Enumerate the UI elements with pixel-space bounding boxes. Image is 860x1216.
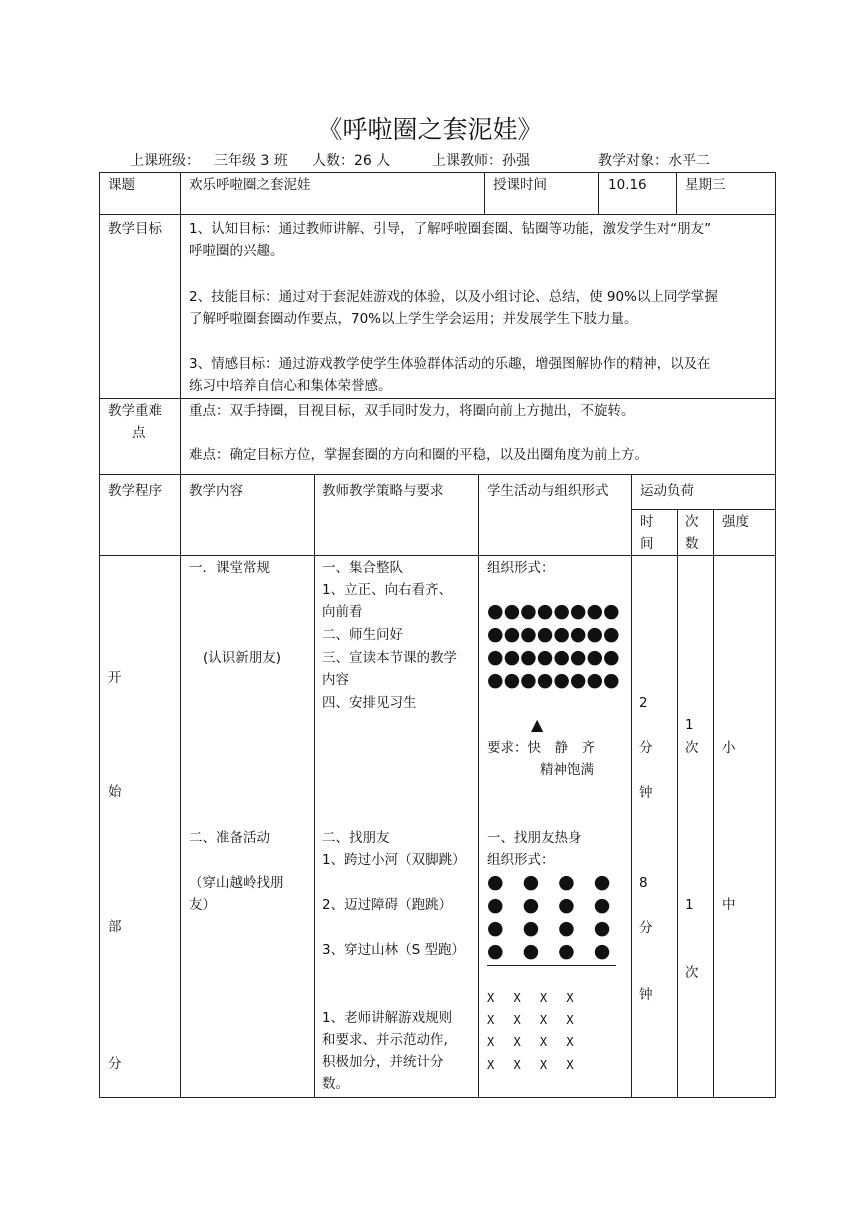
part1-intensity: 小 [722,740,736,756]
formation-row-4: ●●●●●●●● [487,669,620,691]
teaching-target: 教学对象：水平二 [598,153,710,169]
keypoints-label-line-1: 教学重难 [108,403,162,419]
part1-time-unit-1: 分 [639,740,653,756]
header-count-1: 次 [685,514,699,530]
teacher-triangle-icon: ▲ [531,715,544,734]
header-time-1: 时 [640,514,654,530]
part1-strategy-6: 内容 [322,672,349,688]
class-value: 三年级 3 班 [214,153,288,169]
formation2-row-3: ● ● ● ● [487,917,611,939]
part1-strategy-2: 1、立正、向右看齐、 [322,582,453,598]
date-value: 10.16 [608,177,647,193]
part1-strategy-3: 向前看 [322,604,363,620]
part1-strategy-5: 三、宣读本节课的教学 [322,650,457,666]
header-intensity: 强度 [722,514,749,530]
goal-3-line-1: 3、情感目标：通过游戏教学使学生体验群体活动的乐趣，增强图解协作的精神，以及在 [189,356,711,372]
goal-1-line-1: 1、认知目标：通过教师讲解、引导，了解呼啦圈套圈、钻圈等功能，激发学生对“朋友” [189,221,712,237]
part2-strategy-7: 积极加分，并统计分 [322,1054,444,1070]
part1-time-number: 2 [639,695,648,711]
part2-strategy-4: 3、穿过山林（S 型跑） [322,942,465,958]
header-content: 教学内容 [189,483,243,499]
part2-content: 二、准备活动 [189,830,270,846]
part2-strategy-5: 1、老师讲解游戏规则 [322,1010,453,1026]
part1-count-number: 1 [685,717,694,733]
topic-value: 欢乐呼啦圈之套泥娃 [189,177,311,193]
x-row-4: X X X X [487,1058,574,1072]
x-row-1: X X X X [487,991,574,1005]
stage-char-3: 部 [108,919,122,935]
part2-time-number: 8 [639,875,648,891]
header-strategy: 教师教学策略与要求 [322,483,444,499]
header-procedure: 教学程序 [108,483,162,499]
formation2-row-2: ● ● ● ● [487,894,611,916]
part1-count-unit: 次 [685,740,699,756]
part2-activity-1: 一、找朋友热身 [487,830,582,846]
part1-content-sub: (认识新朋友) [203,650,282,666]
goal-2-line-1: 2、技能目标：通过对于套泥娃游戏的体验，以及小组讨论、总结，使 90%以上同学掌握 [189,289,718,305]
goal-2-line-2: 了解呼啦圈套圈动作要点，70%以上学生学会运用；并发展学生下肢力量。 [189,311,638,327]
part2-time-unit-2: 钟 [639,987,653,1003]
part1-org-label: 组织形式： [487,560,555,576]
topic-label: 课题 [108,177,135,193]
keypoints-label-line-2: 点 [132,425,146,441]
stage-char-4: 分 [108,1056,122,1072]
teacher-name: 上课教师：孙强 [432,153,530,169]
part2-org-label: 组织形式： [487,852,555,868]
part1-strategy-4: 二、师生问好 [322,627,403,643]
part1-requirement: 要求：快 静 齐 [487,740,595,756]
stage-char-2: 始 [108,784,122,800]
part2-content-sub-2: 友） [189,897,216,913]
formation-row-1: ●●●●●●●● [487,600,620,622]
part2-time-unit-1: 分 [639,920,653,936]
weekday: 星期三 [685,177,726,193]
part2-count-unit: 次 [685,965,699,981]
part2-count-number: 1 [685,897,694,913]
time-label: 授课时间 [493,177,547,193]
part1-content: 一．课堂常规 [189,560,270,576]
difficult-point: 难点：确定目标方位，掌握套圈的方向和圈的平稳，以及出圈角度为前上方。 [189,447,648,463]
part2-strategy-8: 数。 [322,1076,349,1092]
formation-row-3: ●●●●●●●● [487,646,620,668]
part1-time-unit-2: 钟 [639,785,653,801]
formation2-row-1: ● ● ● ● [487,871,611,893]
x-row-2: X X X X [487,1013,574,1027]
header-count-2: 数 [685,536,699,552]
part1-strategy-1: 一、集合整队 [322,560,403,576]
goal-3-line-2: 练习中培养自信心和集体荣誉感。 [189,378,392,394]
header-load: 运动负荷 [640,483,694,499]
part1-strategy-7: 四、安排见习生 [322,695,417,711]
formation2-row-4: ● ● ● ● [487,940,611,962]
formation-divider-line [487,965,616,966]
header-time-2: 间 [640,536,654,552]
stage-char-1: 开 [108,670,122,686]
class-label: 上课班级： [130,153,200,169]
part2-intensity: 中 [722,897,736,913]
part2-content-sub-1: （穿山越岭找朋 [189,875,284,891]
goals-label: 教学目标 [108,221,162,237]
part2-strategy-1: 二、找朋友 [322,830,390,846]
page-title: 《呼啦圈之套泥娃》 [317,115,543,144]
part2-strategy-3: 2、迈过障碍（跑跳） [322,897,453,913]
header-activity: 学生活动与组织形式 [487,483,609,499]
formation-row-2: ●●●●●●●● [487,623,620,645]
part2-strategy-6: 和要求、并示范动作, [322,1032,448,1048]
key-point: 重点：双手持圈，目视目标，双手同时发力，将圈向前上方抛出，不旋转。 [189,403,635,419]
part1-requirement-2: 精神饱满 [540,762,594,778]
x-row-3: X X X X [487,1035,574,1049]
goal-1-line-2: 呼啦圈的兴趣。 [189,243,284,259]
part2-strategy-2: 1、跨过小河（双脚跳） [322,852,466,868]
student-count: 人数：26 人 [312,153,391,169]
